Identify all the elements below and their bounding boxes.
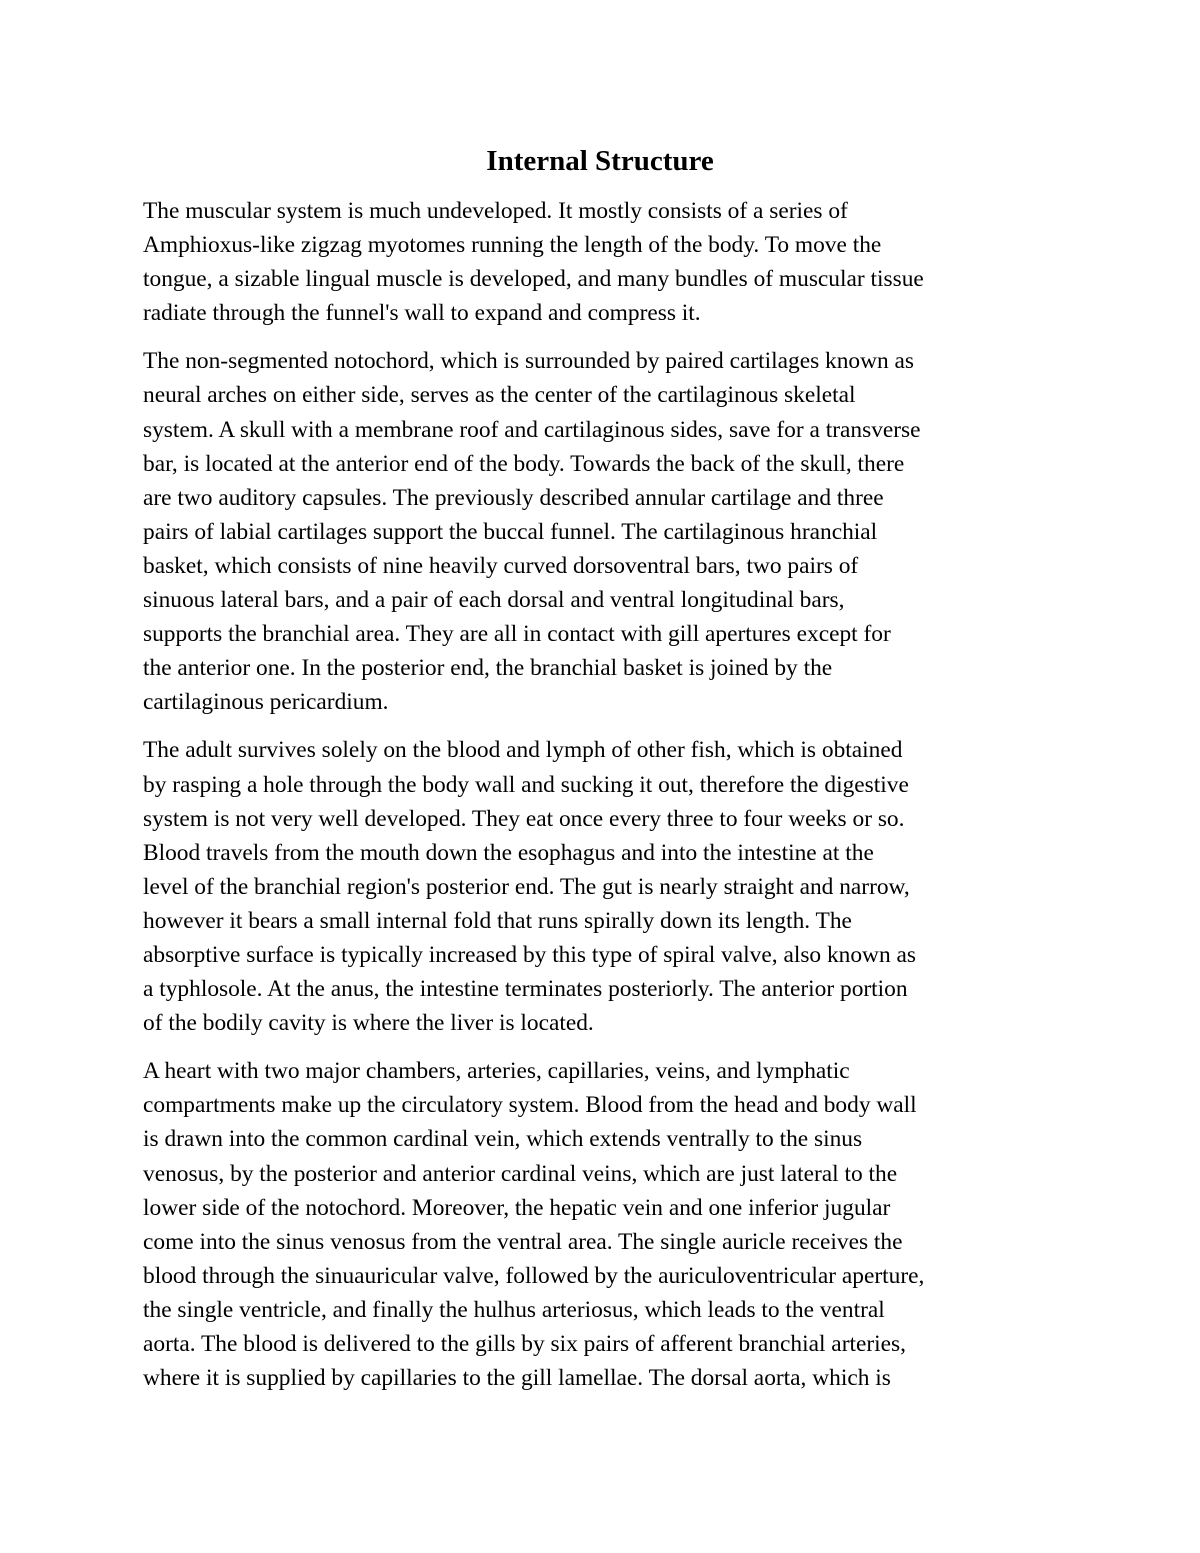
text-line: system is not very well developed. They eat once every three to four weeks or so. bbox=[143, 805, 905, 832]
text-line: compartments make up the circulatory system. Blood from the head and body wall bbox=[143, 1092, 917, 1119]
text-line: the anterior one. In the posterior end, the branchial basket is joined by the bbox=[143, 655, 833, 682]
text-line: tongue, a sizable lingual muscle is developed, and many bundles of muscular tissue bbox=[143, 266, 924, 293]
text-line: are two auditory capsules. The previously described annular cartilage and three bbox=[143, 484, 884, 511]
page-title: Internal Structure bbox=[486, 145, 714, 177]
text-line: venosus, by the posterior and anterior cardinal veins, which are just lateral to the bbox=[143, 1160, 898, 1187]
text-line: basket, which consists of nine heavily curved dorsoventral bars, two pairs of bbox=[143, 552, 859, 579]
text-line: neural arches on either side, serves as the center of the cartilaginous skeletal bbox=[143, 382, 856, 409]
text-line: The muscular system is much undeveloped. It mostly consists of a series of bbox=[143, 198, 848, 224]
text-line: blood through the sinuauricular valve, followed by the auriculoventricular aperture, bbox=[143, 1262, 925, 1289]
paragraph-muscular-system bbox=[143, 194, 1068, 330]
document-body bbox=[143, 194, 1068, 1409]
paragraph-skeletal-system bbox=[143, 344, 1068, 719]
text-line: cartilaginous pericardium. bbox=[143, 689, 389, 716]
text-line: lower side of the notochord. Moreover, the hepatic vein and one inferior jugular bbox=[143, 1194, 891, 1221]
text-line: aorta. The blood is delivered to the gills by six pairs of afferent branchial arteries, bbox=[143, 1331, 906, 1357]
text-line: radiate through the funnel's wall to expand and compress it. bbox=[143, 300, 701, 327]
text-line: A heart with two major chambers, arteries, capillaries, veins, and lymphatic bbox=[143, 1058, 850, 1085]
text-line: The non-segmented notochord, which is surrounded by paired cartilages known as bbox=[143, 348, 915, 375]
text-line: supports the branchial area. They are all in contact with gill apertures except for bbox=[143, 621, 891, 648]
text-line: the single ventricle, and finally the hulhus arteriosus, which leads to the ventral bbox=[143, 1296, 885, 1323]
text-line: bar, is located at the anterior end of the body. Towards the back of the skull, there bbox=[143, 450, 905, 477]
text-line: system. A skull with a membrane roof and cartilaginous sides, save for a transverse bbox=[143, 416, 921, 443]
text-line: Amphioxus-like zigzag myotomes running the length of the body. To move the bbox=[143, 232, 882, 259]
text-line: a typhlosole. At the anus, the intestine terminates posteriorly. The anterior portion bbox=[143, 976, 908, 1003]
text-line: where it is supplied by capillaries to the gill lamellae. The dorsal aorta, which is bbox=[143, 1365, 891, 1392]
text-line: pairs of labial cartilages support the buccal funnel. The cartilaginous hranchial bbox=[143, 518, 878, 545]
paragraph-digestive-system bbox=[143, 733, 1068, 1040]
text-line: is drawn into the common cardinal vein, which extends ventrally to the sinus bbox=[143, 1126, 863, 1153]
text-line: by rasping a hole through the body wall and sucking it out, therefore the digestive bbox=[143, 771, 909, 798]
paragraph-circulatory-system bbox=[143, 1054, 1068, 1395]
text-line: Blood travels from the mouth down the esophagus and into the intestine at the bbox=[143, 839, 874, 866]
text-line: level of the branchial region's posterior end. The gut is nearly straight and narrow, bbox=[143, 873, 910, 900]
text-line: absorptive surface is typically increased by this type of spiral valve, also known as bbox=[143, 941, 916, 968]
text-line: however it bears a small internal fold that runs spirally down its length. The bbox=[143, 907, 852, 934]
text-line: The adult survives solely on the blood and lymph of other fish, which is obtained bbox=[143, 737, 903, 764]
text-line: of the bodily cavity is where the liver is located. bbox=[143, 1010, 594, 1037]
text-line: sinuous lateral bars, and a pair of each dorsal and ventral longitudinal bars, bbox=[143, 587, 845, 614]
text-line: come into the sinus venosus from the ventral area. The single auricle receives the bbox=[143, 1228, 903, 1255]
